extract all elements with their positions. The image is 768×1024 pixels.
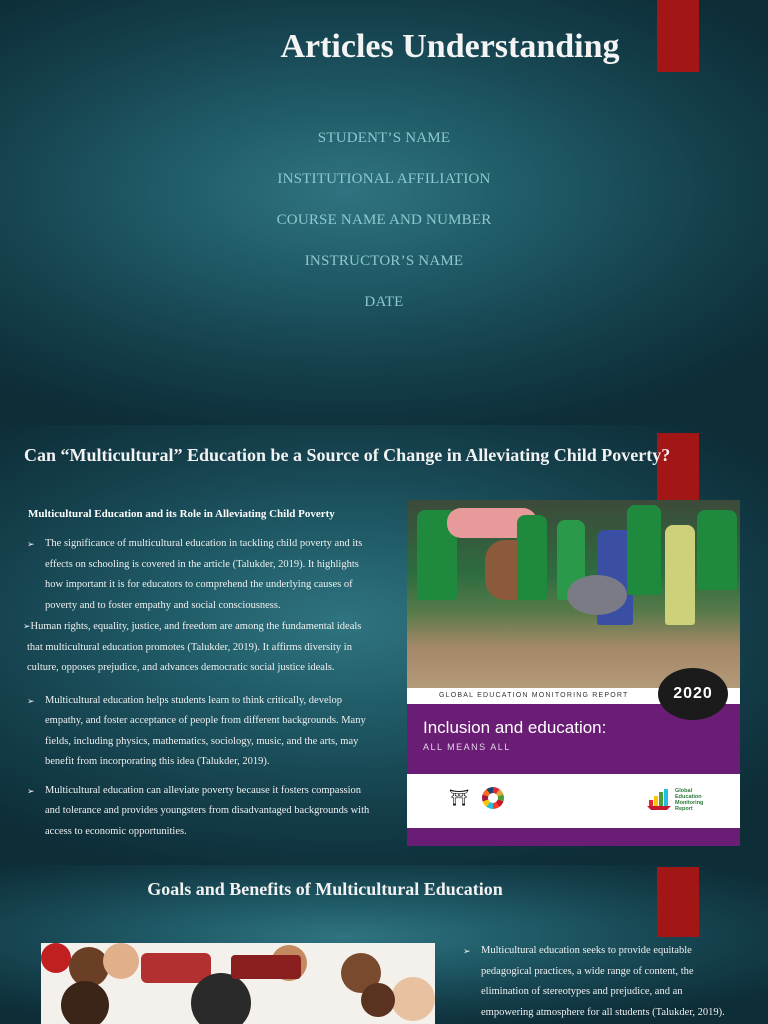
content-slide-1 — [0, 425, 768, 865]
bullet-item — [23, 616, 397, 679]
title-meta — [0, 130, 768, 335]
bullet-item — [463, 941, 763, 1023]
slide-title: Articles Understanding — [280, 28, 620, 65]
unesco-logo-icon: ⛩ — [448, 790, 470, 807]
bullet-line: pedagogical practices, a wide range of content, the — [481, 965, 694, 977]
diverse-students-photo — [41, 943, 435, 1024]
bullet-marker-icon: ➢ — [27, 695, 35, 706]
bullet-marker-icon: ➢ — [27, 785, 35, 796]
cover-year-badge: 2020 — [658, 668, 728, 720]
title-slide — [0, 0, 768, 425]
gem-report-logo-icon — [647, 788, 671, 810]
bullet-list — [463, 941, 763, 1023]
bullet-line: Multicultural education can alleviate poverty because it fosters compassion — [45, 784, 362, 796]
bullet-line: The significance of multicultural education in tackling child poverty and its — [45, 538, 363, 549]
bullet-marker-icon: ➢ — [27, 539, 35, 549]
bullet-line: benefit from incorporating this idea (Talukder, 2019). — [45, 756, 270, 767]
bullet-line: empathy, and foster acceptance of people from different backgrounds. Many — [45, 715, 366, 726]
bullet-line-text: Human rights, equality, justice, and freedom are among the fundamental ideals — [30, 621, 362, 632]
slide-heading: Goals and Benefits of Multicultural Education — [147, 879, 503, 899]
bullet-line: effects on schooling is covered in the article (Talukder, 2019). It highlights — [45, 558, 359, 570]
bullet-line: fields, including physics, mathematics, sociology, music, and the arts, may — [45, 735, 359, 747]
bullet-line — [23, 616, 397, 638]
bullet-line: and tolerance and provides youngsters from disadvantaged backgrounds with — [45, 805, 370, 816]
instructor-name: INSTRUCTOR’S NAME — [304, 253, 464, 269]
institutional-affiliation: INSTITUTIONAL AFFILIATION — [277, 171, 491, 187]
cover-logos — [407, 774, 740, 828]
cover-footer-bar — [407, 828, 740, 846]
report-cover-image — [407, 500, 740, 846]
bullet-marker-icon: ➢ — [23, 621, 31, 631]
bullet-line: empowering atmosphere for all students (Talukder, 2019). — [481, 1006, 725, 1018]
bullet-list — [23, 534, 397, 842]
bullet-line: Multicultural education seeks to provide equitable — [481, 945, 692, 956]
bullet-line: how important it is for educators to comprehend the underlying causes of — [45, 579, 353, 590]
bullet-line: Multicultural education helps students learn to think critically, develop — [45, 694, 343, 706]
bullet-item — [27, 534, 397, 616]
course-name-number: COURSE NAME AND NUMBER — [276, 212, 492, 228]
cover-series-label: GLOBAL EDUCATION MONITORING REPORT — [407, 688, 740, 704]
bullet-item — [27, 781, 397, 843]
student-name: STUDENT’S NAME — [317, 130, 451, 146]
accent-bar — [657, 867, 699, 937]
bullet-line: culture, opposes prejudice, and advances democratic social justice ideals. — [27, 662, 335, 673]
cover-title: Inclusion and education: — [423, 718, 607, 737]
slide-heading: Can “Multicultural” Education be a Source of Change in Alleviating Child Poverty? — [24, 445, 671, 465]
sdg-wheel-icon — [482, 787, 504, 809]
gem-report-logo-text: Global Education Monitoring Report — [675, 788, 704, 812]
cover-subtitle: ALL MEANS ALL — [423, 742, 511, 752]
bullet-line: poverty and to foster empathy and social consciousness. — [45, 599, 281, 611]
bullet-item — [27, 691, 397, 773]
bullet-line: elimination of stereotypes and prejudice, and an — [481, 986, 683, 997]
content-slide-2 — [0, 865, 768, 1024]
slide-subheading: Multicultural Education and its Role in Alleviating Child Poverty — [28, 508, 335, 520]
bullet-line: access to economic opportunities. — [45, 825, 187, 837]
bullet-marker-icon: ➢ — [463, 946, 471, 956]
date: DATE — [364, 294, 404, 310]
bullet-line: that multicultural education promotes (Talukder, 2019). It affirms diversity in — [27, 641, 352, 653]
children-playing-photo — [407, 500, 740, 688]
accent-bar — [657, 433, 699, 501]
